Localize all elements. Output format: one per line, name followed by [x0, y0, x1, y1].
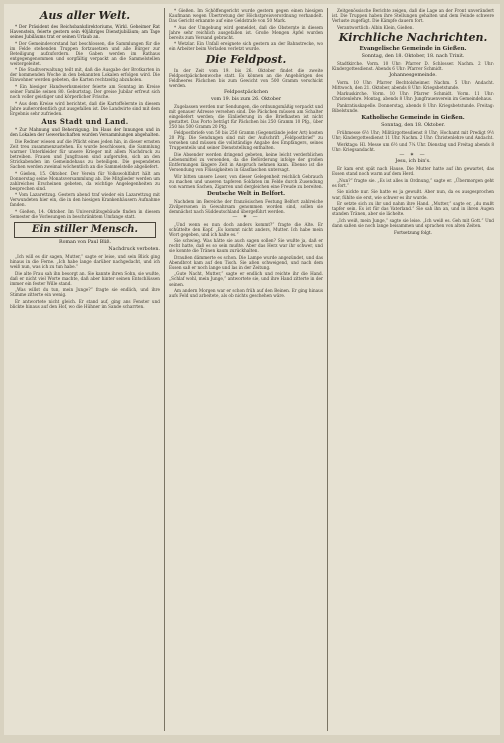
- article-body: * Ein hiesiger Handwerksmeister feierte am Sonntag im Kreise seiner Familie seinen 80. Geburtstag. Der greise Jubilar erfreut sich noch voller geistiger und körperlicher Frische.: [10, 84, 160, 100]
- article-body: Zugelassen werden nur Sendungen, die ordnungsmäßig verpackt und mit genauer Adresse versehen sind. Die Päckchen müssen am Schalter eingeliefert werden; die Einlieferung in die Briefkasten ist nicht gestattet. Das Porto beträgt für Päckchen bis 250 Gramm 10 Pfg., über 250 bis 500 Gramm 20 Pfg.: [169, 103, 323, 129]
- column-rule: [164, 8, 165, 731]
- article-body: * Gießen. Im Schöffengericht wurde gestern gegen einen hiesigen Kaufmann wegen Übertretung der Höchstpreisverordnung verhandelt. Das Gericht erkannte auf eine Geldstrafe von 50 Mark.: [169, 8, 323, 24]
- article-body: * Vom Lazarettzug. Gestern abend traf wieder ein Lazarettzug mit Verwundeten hier ein, die in den hiesigen Krankenhäusern Aufnahme fanden.: [10, 192, 160, 208]
- serial-text: Er setzte sich zu ihr und nahm ihre Hand. „Mutter,“ sagte er, „du mußt tapfer sein. Es ist für das Vaterland.“ Sie sah ihn an, und in ihren Augen standen Tränen, aber sie lächelte.: [332, 201, 494, 217]
- article-body: Die Absender werden dringend gebeten, keine leicht verderblichen Lebensmittel zu versenden, da die Beförderung infolge der großen Entfernungen längere Zeit in Anspruch nehmen kann. Ebenso ist die Versendung von Flüssigkeiten in Glasflaschen untersagt.: [169, 151, 323, 173]
- article-body: * Aus dem Kreise wird berichtet, daß die Kartoffelernte in diesem Jahre außerordentlich gut ausgefallen ist. Die Landwirte sind mit dem Ergebnis sehr zufrieden.: [10, 100, 160, 116]
- column-left: [10, 8, 160, 731]
- service-date-catholic: Sonntag, den 18. Oktober.: [381, 123, 445, 129]
- article-body: * Wetzlar. Ein Unfall ereignete sich gestern an der Bahnstrecke, wo ein Arbeiter beim Verladen verletzt wurde.: [169, 41, 323, 52]
- serial-text: Am andern Morgen war er schon früh auf den Beinen. Er ging hinaus aufs Feld und arbeitete, als ob nichts geschehen wäre.: [169, 288, 323, 299]
- verse-title: Jesu, ich bin's.: [395, 159, 431, 165]
- column-right: [332, 8, 494, 731]
- serial-text: „Gute Nacht, Mutter,“ sagte er endlich und reichte ihr die Hand. „Schlaf wohl, mein Junge,“ antwortete sie, und ihre Hand zitterte in der seinen.: [169, 271, 323, 287]
- subhead-johannesgemeinde: Johannesgemeinde.: [389, 72, 437, 78]
- service-text: Vorm. 10 Uhr: Pfarrer Bechtolsheimer. Nachm. 5 Uhr: Andacht. Mittwoch, den 21. Oktober, abends 8 Uhr: Kriegsbetstunde.: [332, 79, 494, 90]
- serial-text: Er antwortete nicht gleich. Er stand auf, ging ans Fenster und blickte hinaus auf den Hof, wo die Hühner im Sande scharrten.: [10, 298, 160, 310]
- service-text: Pankratiuskapelle. Donnerstag, abends 8 Uhr: Kriegsbetstunde. Freitag: Bibelstunde.: [332, 102, 494, 114]
- column-rule: [327, 8, 328, 731]
- service-text: Frühmesse 6½ Uhr; Militärgottesdienst 8 Uhr; Hochamt mit Predigt 9½ Uhr; Kindergottesdienst 11 Uhr. Nachm. 2 Uhr: Christenlehre und Andacht.: [332, 130, 494, 141]
- column-middle: [169, 8, 323, 731]
- serial-title: Ein stiller Mensch.: [31, 224, 139, 236]
- serial-text: „Und wenn es nun doch anders kommt?“ fragte die Alte. Er schüttelte den Kopf. „Es kommt nicht anders, Mutter. Ich habe mein Wort gegeben, und ich halte es.“: [169, 221, 323, 237]
- service-text: Werktags: Hl. Messe um 6½ und 7¼ Uhr. Dienstag und Freitag abends 8 Uhr: Kriegsandacht.: [332, 141, 494, 152]
- article-body: * Die Stadtverwaltung teilt mit, daß die Ausgabe der Brotkarten in der kommenden Woche in den bekannten Lokalen erfolgen wird. Die Einwohner werden gebeten, die Karten rechtzeitig abzuholen.: [10, 67, 160, 83]
- divider: — ✶ —: [399, 152, 427, 159]
- article-body: * Aus der Umgebung wird gemeldet, daß die Obsternte in diesem Jahre sehr reichlich ausgefallen ist. Große Mengen Äpfel wurden bereits zum Versand gebracht.: [169, 24, 323, 40]
- serial-text: „Nun?“ fragte sie. „Es ist alles in Ordnung,“ sagte er. „Übermorgen geht es fort.“: [332, 177, 494, 188]
- subhead-deutsche-welt: Deutsche Welt in Belfort.: [206, 190, 286, 197]
- article-body: Verantwortlich: Albin Klein, Gießen.: [337, 24, 414, 30]
- article-paragraph: * Der Präsident des Reichsbankdirektoriums, Wirkl. Geheimer Rat Havenstein, feierte gestern sein 40jähriges Dienstjubiläum; am Tage seines Jubiläums trat er seinen Urlaub an.: [10, 24, 160, 40]
- serial-text: „Ich weiß, mein Junge,“ sagte sie leise. „Ich weiß es. Geh mit Gott.“ Und dann saßen sie noch lange beisammen und sprachen von alten Zeiten.: [332, 217, 494, 228]
- serial-title-box: [14, 222, 156, 238]
- service-date: Sonntag, den 18. Oktober, 18. nach Trinit.: [361, 54, 465, 60]
- serial-text: Die alte Frau sah ihn besorgt an. Sie kannte ihren Sohn, sie wußte, daß er nicht viel Worte machte, daß aber hinter seinen Entschlüssen immer ein fester Wille stand.: [10, 270, 160, 286]
- serial-text: Sie schwieg. Was hätte sie auch sagen sollen? Sie wußte ja, daß er recht hatte, daß es so sein mußte. Aber das Herz war ihr schwer, und sie konnte die Tränen kaum zurückhalten.: [169, 238, 323, 254]
- subhead-evangelische-gemeinde: Evangelische Gemeinde in Gießen.: [359, 46, 467, 53]
- headline-aus-stadt-und-land: Aus Stadt und Land.: [41, 116, 129, 126]
- service-text: Markuskirche. Vorm. 10 Uhr: Pfarrer Schmidt. Vorm. 11 Uhr: Christenlehre. Montag, abends 8 Uhr: Jungfrauenverein im Gemeindehaus.: [332, 91, 494, 102]
- subhead-feldpostpaeckchen: Feldpostpäckchen: [223, 89, 269, 95]
- article-body: Zeitgenössische Berichte zeigen, daß die Lage an der Front unverändert ist. Die Truppen haben ihre Stellungen gehalten und dem Feinde schwere Verluste zugefügt. Die Kämpfe dauern fort.: [332, 8, 494, 24]
- article-body: In der Zeit vom 19. bis 26. Oktober findet die zweite Feldpostpäckchenwoche statt. Es können an die Angehörigen des Feldheeres Päckchen bis zum Gewicht von 500 Gramm verschickt werden.: [169, 67, 323, 89]
- serial-byline: Roman von Paul Bliß.: [58, 240, 112, 246]
- article-body: Nachdem im Bereiche der französischen Festung Belfort zahlreiche Zivilpersonen in Gewahrsam genommen worden sind, sollen sie demnächst nach Süddeutschland übergeführt werden.: [169, 198, 323, 214]
- article-body: * Gießen, 14. Oktober. Im Universitätsgebäude finden in diesem Semester die Vorlesungen in beschränktem Umfange statt.: [10, 209, 160, 220]
- service-text: Stadtkirche. Vorm. 10 Uhr: Pfarrer D. Schlosser. Nachm. 2 Uhr: Kindergottesdienst. Abends 6 Uhr: Pfarrer Schmidt.: [332, 61, 494, 72]
- serial-continuation: Fortsetzung folgt.: [394, 229, 432, 235]
- article-body: * Der Gemeindevorstand hat beschlossen, die Sammlungen für die im Felde stehenden Truppen fortzusetzen und alle Bürger zur Beteiligung aufzufordern. Die Gaben werden im Rathaus entgegengenommen und sorgfältig verpackt an die Sammelstellen weitergeleitet.: [10, 40, 160, 66]
- serial-text: Sie nickte nur. Sie hatte es ja gewußt. Aber nun, da es ausgesprochen war, fühlte sie erst, wie schwer es ihr wurde.: [332, 189, 494, 200]
- serial-text: „Ich will es dir sagen, Mutter,“ sagte er leise, und sein Blick ging hinaus in die Ferne. „Ich habe lange darüber nachgedacht, und ich weiß nun, was ich zu tun habe.“: [10, 254, 160, 270]
- subhead-katholische-gemeinde: Katholische Gemeinde in Gießen.: [361, 115, 465, 122]
- feldpost-dates: vom 19. bis zum 26. Oktober: [210, 96, 282, 102]
- article-body: Feldpostbriefe von 50 bis 250 Gramm (Gegenstände jeder Art) kosten 20 Pfg. Die Sendungen sind mit der Aufschrift „Feldpostbrief“ zu versehen und müssen die vollständige Angabe des Empfängers, seines Truppenteils und seiner Dienststellung enthalten.: [169, 130, 323, 151]
- serial-text: Er kam erst spät nach Hause. Die Mutter hatte auf ihn gewartet, das Essen stand noch warm auf dem Herd.: [332, 166, 494, 177]
- article-paragraph: * Zur Mahnung und Beherzigung. Im Haus der Innungen und in den Lokalen der Gewerkschaften wurden Versammlungen abgehalten.: [10, 127, 160, 138]
- serial-text: „Was willst du tun, mein Junge?“ fragte sie endlich, und ihre Stimme zitterte ein wenig.: [10, 287, 160, 298]
- newspaper-page: [4, 4, 500, 735]
- headline-aus-aller-welt: Aus aller Welt.: [39, 9, 131, 22]
- article-body: Wir bitten unsere Leser, von dieser Gelegenheit reichlich Gebrauch zu machen und unseren tapferen Soldaten im Felde durch Zusendung von warmen Sachen, Zigarren und dergleichen eine Freude zu bereiten.: [169, 173, 323, 189]
- divider: — ✶ —: [232, 214, 260, 221]
- serial-copyright: Nachdruck verboten.: [108, 247, 160, 253]
- headline-kirchliche-nachrichten: Kirchliche Nachrichten.: [338, 31, 488, 45]
- headline-die-feldpost: Die Feldpost.: [205, 52, 287, 66]
- article-body: Die Redner wiesen auf die Pflicht eines jeden hin, in dieser ernsten Zeit treu zusammenzustehen. Es wurde beschlossen, die Sammlung warmer Unterkleider für unsere Krieger mit allem Nachdruck zu betreiben. Frauen und Jungfrauen sind aufgerufen, sich an den Strickabenden im Gemeindehaus zu beteiligen. Die gespendeten Sachen werden zweimal wöchentlich an die Sammelstelle abgeliefert.: [10, 138, 160, 170]
- article-body: * Gießen, 15. Oktober. Der Verein für Volkswohlfahrt hält am Donnerstag seine Monatsversammlung ab. Die Mitglieder werden um zahlreiches Erscheinen gebeten, da wichtige Angelegenheiten zu besprechen sind.: [10, 170, 160, 191]
- serial-text: Draußen dämmerte es schon. Die Lampe wurde angezündet, und das Abendbrot kam auf den Tisch. Sie aßen schweigend, und nach dem Essen saß er noch lange und las in der Zeitung.: [169, 254, 323, 270]
